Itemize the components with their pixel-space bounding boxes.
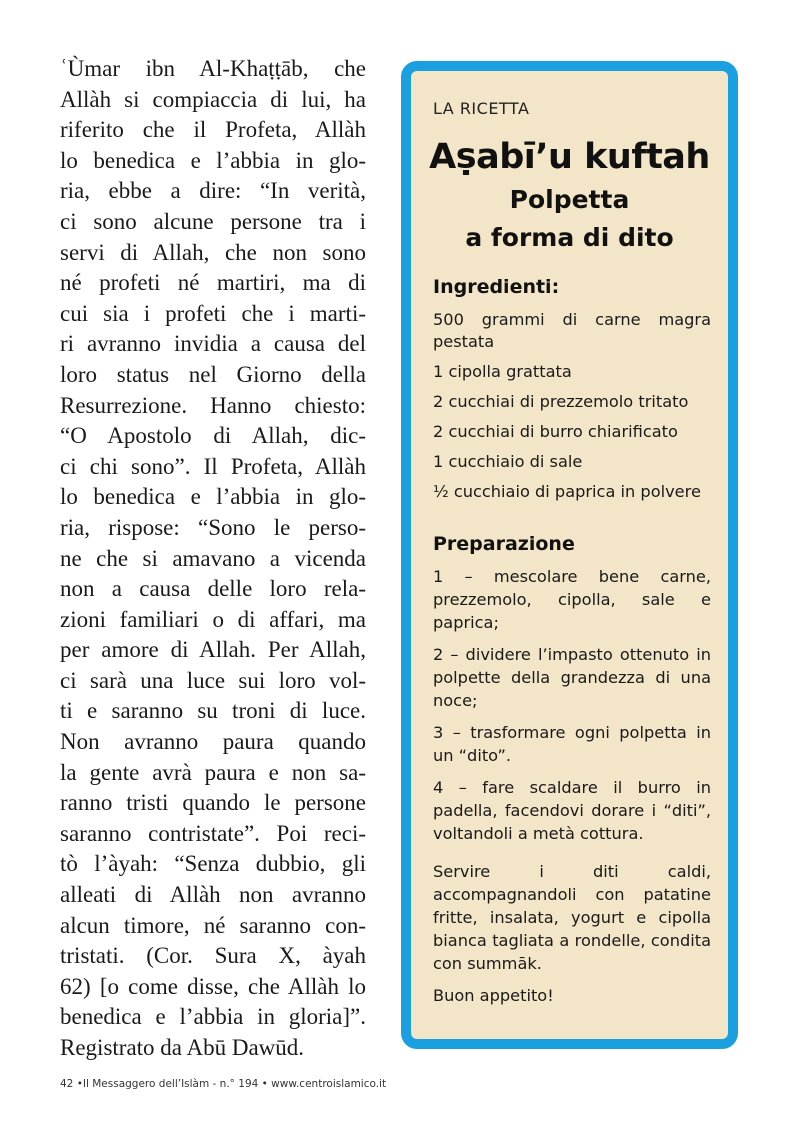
article-line: ri avranno invidia a causa del [60,331,366,357]
article-line: servi di Allah, che non sono [60,239,366,265]
article-line: per amore di Allah. Per Allah, [60,637,366,663]
ingredient-item: ½ cucchiaio di paprica in polvere [433,482,701,501]
preparation-steps [433,565,711,1016]
ingredient-item: 2 cucchiai di prezzemolo tritato [433,392,689,411]
article-line: ria, rispose: “Sono le perso- [60,514,366,540]
preparation-step: 3 – trasformare ogni polpetta in un “dito”. [433,723,711,765]
preparation-step: 4 – fare scaldare il burro in padella, facendovi dorare i “diti”, voltandoli a metà cottura. [433,778,711,843]
preparation-step: 2 – dividere l’impasto ottenuto in polpette della grandezza di una noce; [433,645,711,710]
article-column [60,54,366,1064]
ingredients-heading: Ingredienti: [433,276,560,298]
article-line: ci sarà una luce sui loro vol- [60,667,366,693]
article-line: ne che si amavano a vicenda [60,545,366,571]
article-line: zioni familiari o di affari, ma [60,606,366,632]
article-line: tò l’àyah: “Senza dubbio, gli [60,851,366,877]
recipe-subtitle: a forma di dito [465,223,674,252]
article-line: alleati di Allàh non avranno [60,882,366,908]
article-line: ci sono alcune persone tra i [60,208,366,234]
recipe-subtitle: Polpetta [509,185,630,214]
article-line: lo benedica e l’abbia in glo- [60,147,366,173]
article-line: alcun timore, né saranno con- [60,912,366,938]
article-line: Registrato da Abū Dawūd. [60,1035,305,1060]
article-line: non a causa delle loro rela- [60,576,366,602]
serving-note: Servire i diti caldi, accompagnandoli con patatine fritte, insalata, yogurt e cipolla bianca tagliata a rondelle, condita con summāk. [433,862,711,973]
page-footer: 42 •Il Messaggero dell’Islàm - n.° 194 • www.centroislamico.it [60,1078,387,1090]
ingredient-item: 2 cucchiai di burro chiarificato [433,422,678,441]
article-line: ranno tristi quando le persone [60,790,366,816]
article-line: la gente avrà paura e non sa- [60,759,366,785]
article-line: ria, ebbe a dire: “In verità, [60,178,366,204]
article-line: loro status nel Giorno della [60,361,366,387]
article-line: né profeti né martiri, ma di [60,270,366,296]
article-line: cui sia i profeti che i marti- [60,300,366,326]
article-line: “O Apostolo di Allah, dic- [60,423,366,449]
article-line: riferito che il Profeta, Allàh [60,117,366,143]
article-line: saranno contristate”. Poi reci- [60,820,366,846]
article-line: Non avranno paura quando [60,729,366,755]
ingredients-list [433,309,711,511]
preparation-heading: Preparazione [433,533,575,555]
ingredient-item: 1 cipolla grattata [433,362,572,381]
ingredient-item: 1 cucchiaio di sale [433,452,583,471]
article-line: ti e saranno su troni di luce. [60,698,366,724]
article-line: ʿÙmar ibn Al-Khaṭṭāb, che [60,56,366,81]
article-line: lo benedica e l’abbia in glo- [60,484,366,510]
article-line: Resurrezione. Hanno chiesto: [60,392,366,418]
ingredient-item: 500 grammi di carne magra pestata [433,310,711,351]
recipe-box [401,61,738,1049]
article-line: ci chi sono”. Il Profeta, Allàh [60,453,366,479]
closing-note: Buon appetito! [433,986,554,1005]
article-line: Allàh si compiaccia di lui, ha [60,86,366,112]
article-line: 62) [o come disse, che Allàh lo [60,973,366,999]
article-line: benedica e l’abbia in gloria]”. [60,1004,366,1030]
preparation-step: 1 – mescolare bene carne, prezzemolo, cipolla, sale e paprica; [433,567,711,632]
recipe-kicker: LA RICETTA [433,99,530,118]
article-line: tristati. (Cor. Sura X, àyah [60,943,366,969]
recipe-title: Aṣabī’u kuftah [429,137,710,177]
